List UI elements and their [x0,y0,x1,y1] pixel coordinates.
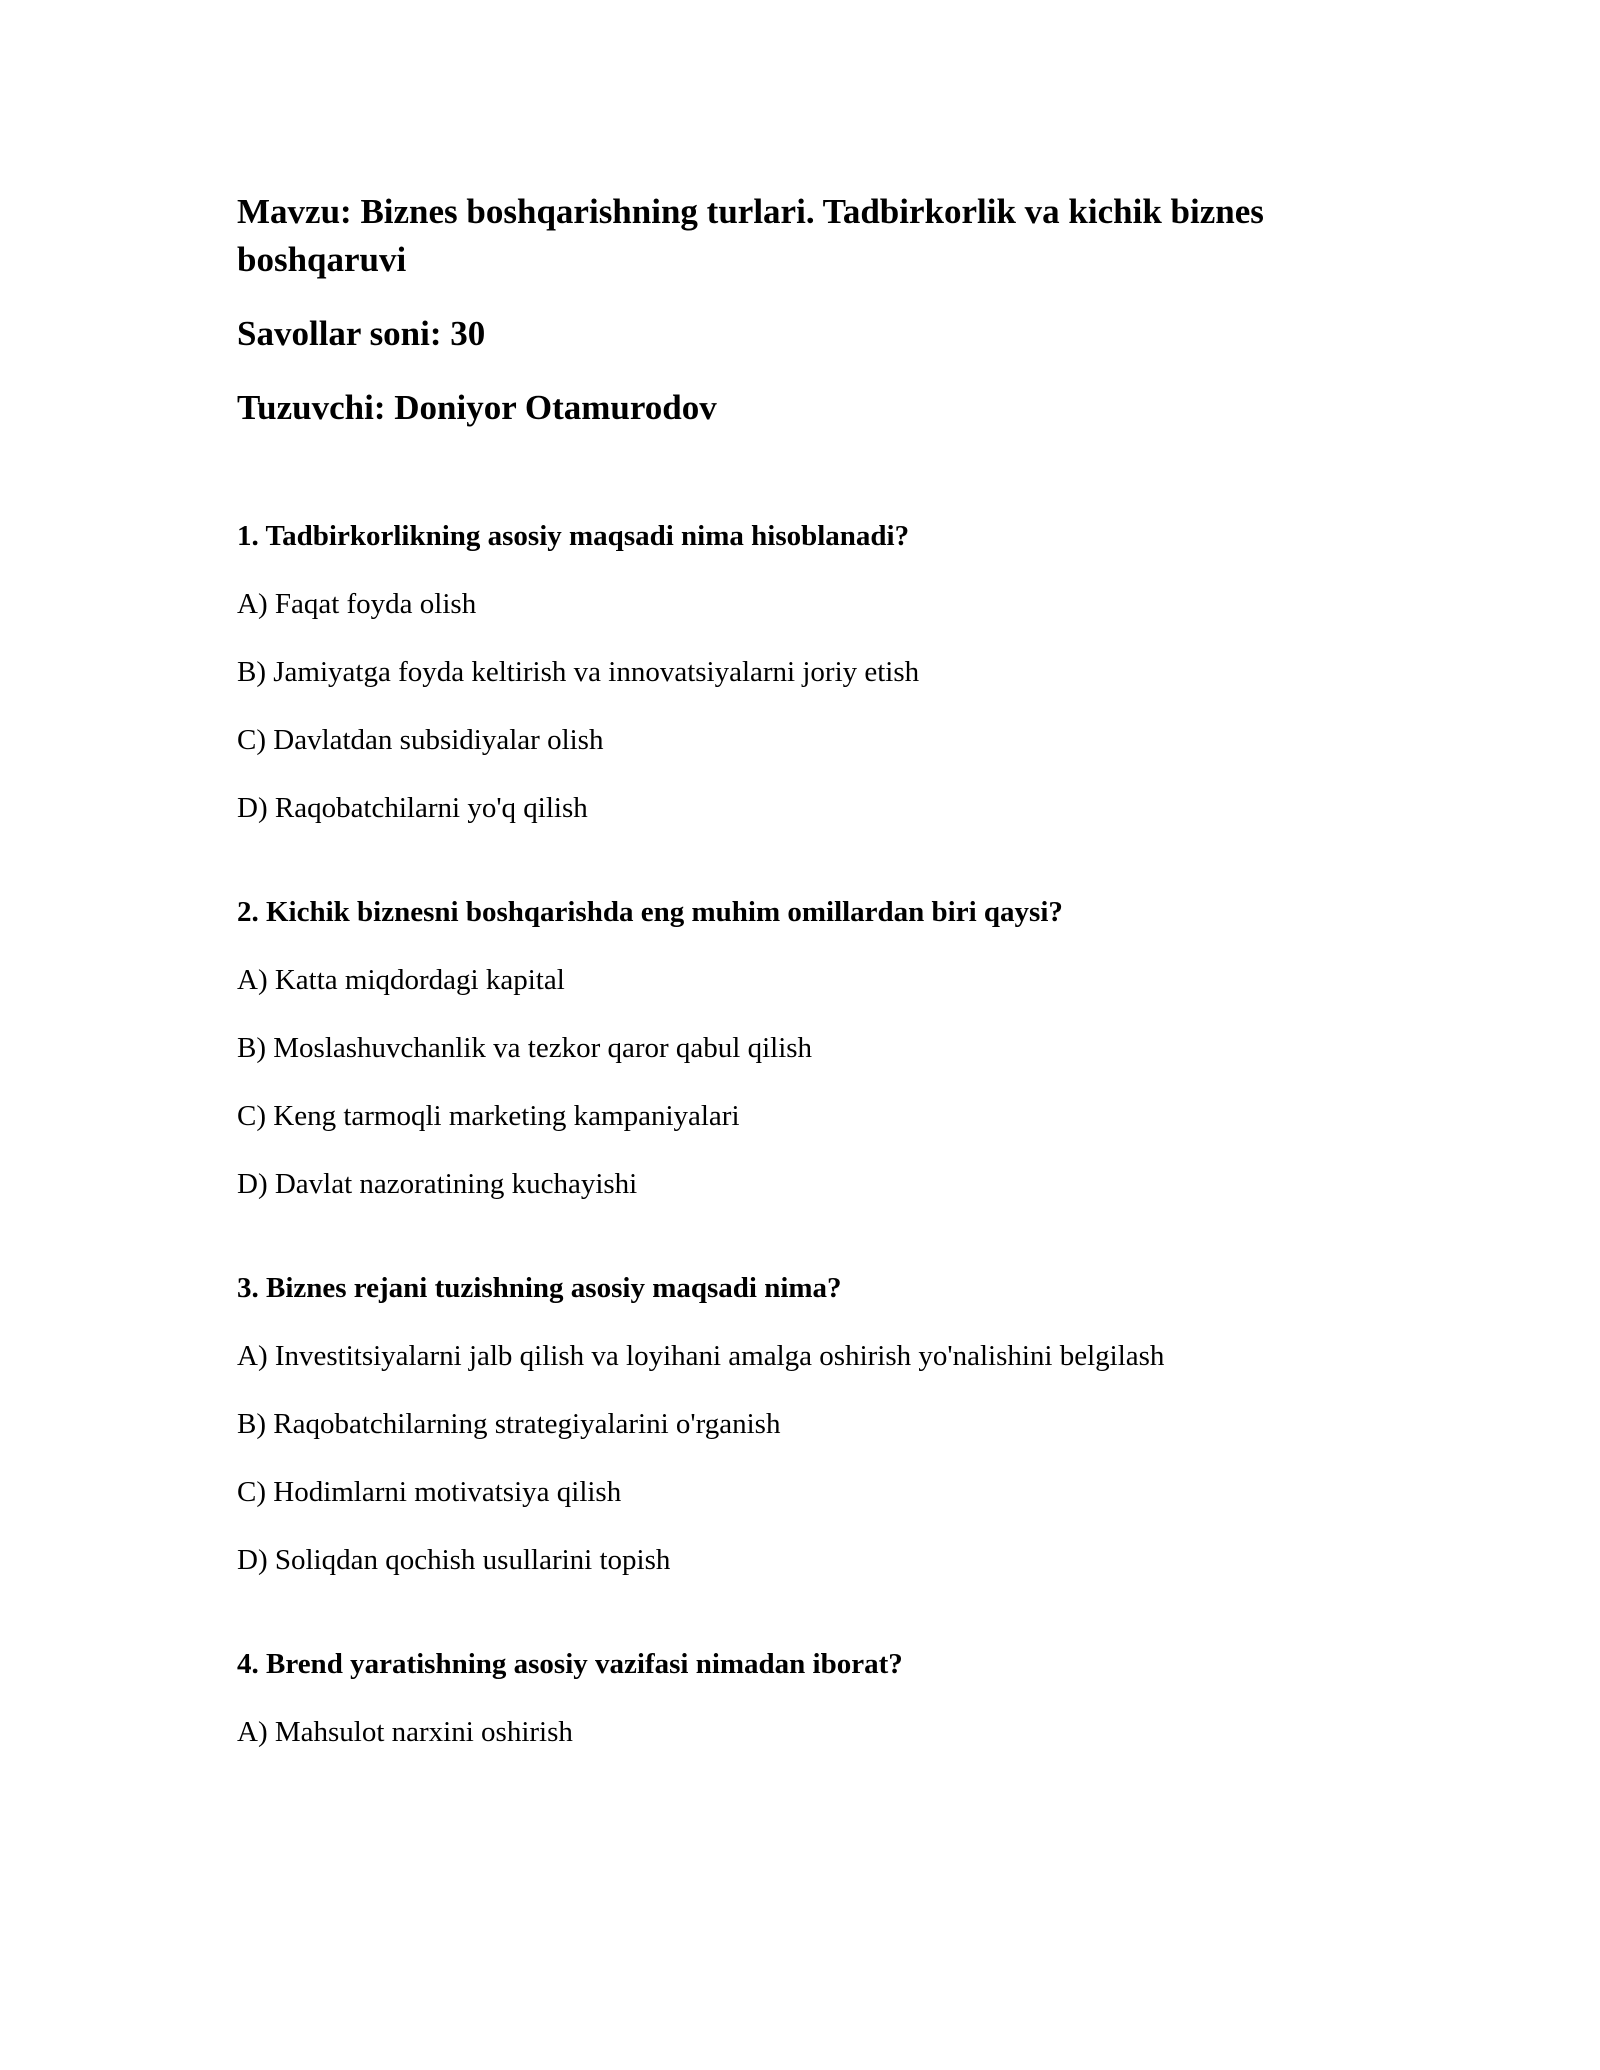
option-c: C) Keng tarmoqli marketing kampaniyalari [237,1100,740,1132]
document-content [237,188,1377,1752]
question-4 [237,1644,1377,1752]
option-a: A) Mahsulot narxini oshirish [237,1716,573,1748]
document-title: Mavzu: Biznes boshqarishning turlari. Tadbirkorlik va kichik biznes boshqaruvi [237,192,1264,279]
option-b: B) Raqobatchilarning strategiyalarini o'rganish [237,1408,781,1440]
option-a: A) Investitsiyalarni jalb qilish va loyihani amalga oshirish yo'nalishini belgilash [237,1340,1165,1372]
question-text: 3. Biznes rejani tuzishning asosiy maqsadi nima? [237,1272,842,1304]
question-3 [237,1268,1377,1580]
option-b: B) Moslashuvchanlik va tezkor qaror qabul qilish [237,1032,813,1064]
option-a: A) Faqat foyda olish [237,588,477,620]
option-c: C) Hodimlarni motivatsiya qilish [237,1476,622,1508]
option-d: D) Davlat nazoratining kuchayishi [237,1168,638,1200]
option-d: D) Soliqdan qochish usullarini topish [237,1544,671,1576]
option-c: C) Davlatdan subsidiyalar olish [237,724,604,756]
question-1 [237,516,1377,828]
option-d: D) Raqobatchilarni yo'q qilish [237,792,588,824]
question-count: Savollar soni: 30 [237,314,486,353]
option-a: A) Katta miqdordagi kapital [237,964,565,996]
question-text: 2. Kichik biznesni boshqarishda eng muhim omillardan biri qaysi? [237,896,1063,928]
author-line: Tuzuvchi: Doniyor Otamurodov [237,388,717,427]
option-b: B) Jamiyatga foyda keltirish va innovatsiyalarni joriy etish [237,656,920,688]
question-text: 1. Tadbirkorlikning asosiy maqsadi nima hisoblanadi? [237,520,910,552]
question-2 [237,892,1377,1204]
question-text: 4. Brend yaratishning asosiy vazifasi nimadan iborat? [237,1648,903,1680]
